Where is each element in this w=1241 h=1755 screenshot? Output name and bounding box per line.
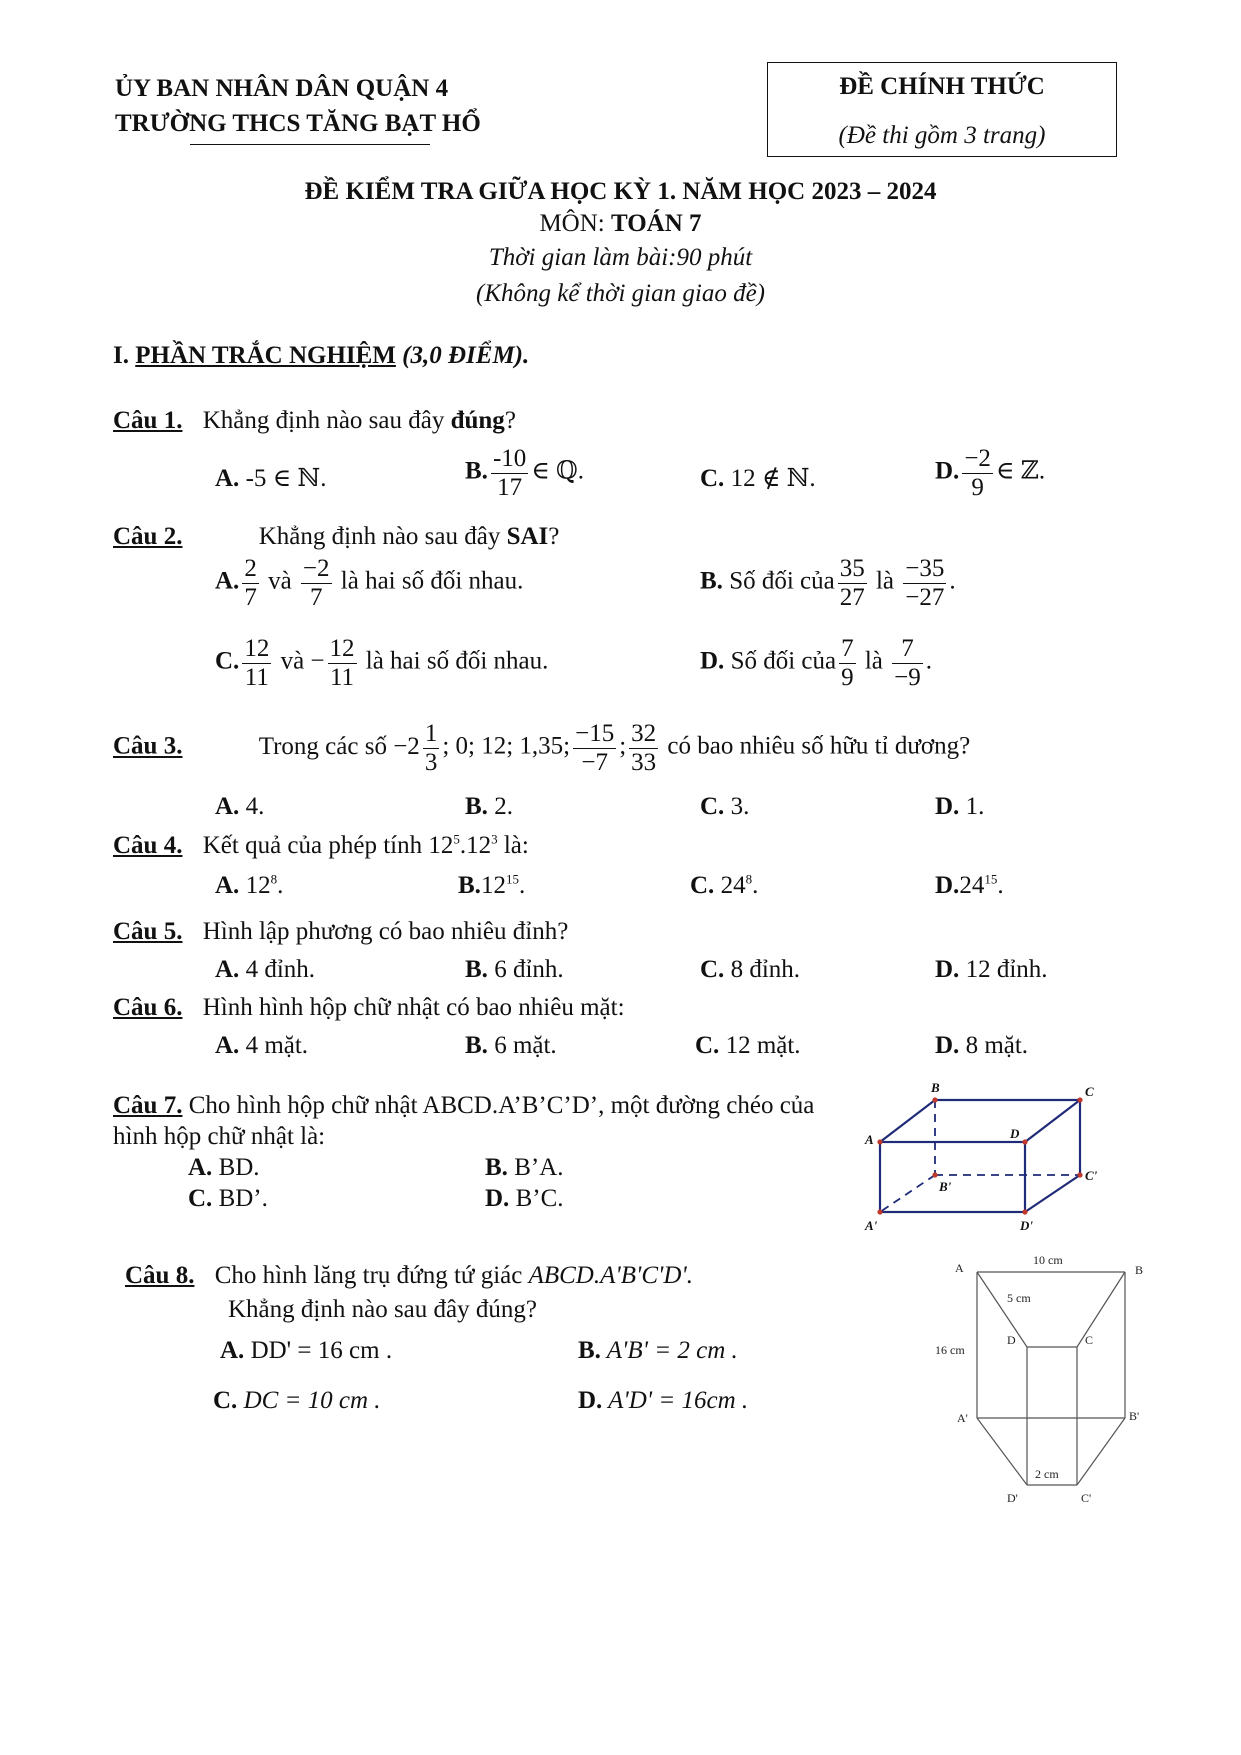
label-a1: A' [957, 1411, 968, 1425]
q4-option-c: C. $24^8$. [690, 871, 759, 899]
label-height: 16 cm [935, 1343, 965, 1357]
hidden-edge-b1a1 [880, 1175, 935, 1212]
page-count-note: (Đề thi gồm 3 trang) [838, 122, 1046, 149]
edge-ba [880, 1100, 935, 1142]
question-5: Câu 5. Hình lập phương có bao nhiêu đỉnh? [113, 918, 569, 945]
label-c1: C' [1081, 1491, 1092, 1505]
label-top-length: 10 cm [1033, 1253, 1063, 1267]
q3-option-c: C. 3. [700, 793, 750, 820]
q4-option-d: $D.24^{15}$. [935, 871, 1004, 899]
vertex-a1 [877, 1209, 882, 1214]
question-label: Câu 2. [113, 523, 183, 550]
header-underline [190, 144, 430, 145]
question-7-line2: hình hộp chữ nhật là: [113, 1123, 326, 1150]
q5-option-a: A. 4 đỉnh. [215, 956, 316, 983]
q4-option-a: A. $12^8$. [215, 871, 284, 899]
edge-cd [1025, 1100, 1080, 1142]
question-2: Câu 2. Khẳng định nào sau đây SAI? [113, 523, 560, 550]
q4-option-b: $B.12^{15}$. [458, 871, 526, 899]
q2-option-b: B. Số đối của $\frac{35}{27}$ là $\frac{-35}{-27}$ . [700, 555, 956, 611]
prism-figure [935, 1250, 1155, 1515]
q6-option-c: C. 12 mặt. [695, 1032, 801, 1059]
question-label: Câu 6. [113, 994, 183, 1021]
exam-subject: MÔN: TOÁN 7 [539, 210, 702, 237]
q8-option-d: D. A'D' = 16cm . [578, 1387, 749, 1414]
q2-option-c: C. $\frac{12}{11}$ và − $\frac{12}{11}$ là hai số đối nhau. [215, 635, 549, 691]
label-inner-length: 5 cm [1007, 1291, 1031, 1305]
vertex-d1 [1022, 1209, 1027, 1214]
q6-option-d: D. 8 mặt. [935, 1032, 1029, 1059]
q1-option-a: A. -5 ∈ ℕ. [215, 465, 327, 492]
q3-option-b: B. 2. [465, 793, 513, 820]
q7-option-b: B. B’A. [485, 1154, 564, 1181]
question-8-line2: Khẳng định nào sau đây đúng? [228, 1296, 537, 1323]
question-6: Câu 6. Hình hình hộp chữ nhật có bao nhiêu mặt: [113, 994, 625, 1021]
question-4: Câu 4. Kết quả của phép tính $12^5.12^3$ là: [113, 831, 529, 859]
question-1: Câu 1. Khẳng định nào sau đây đúng? [113, 407, 516, 434]
label-b: B [931, 1080, 940, 1095]
edge-d1c1 [1025, 1175, 1080, 1212]
q6-option-a: A. 4 mặt. [215, 1032, 309, 1059]
edge-ad [977, 1272, 1027, 1347]
front-face [880, 1142, 1025, 1212]
cuboid-figure [855, 1080, 1115, 1245]
q2-option-d: D. Số đối của $\frac{7}{9}$ là $\frac{7}{-9}$ . [700, 635, 933, 691]
q7-option-c: C. BD’. [188, 1185, 268, 1212]
label-a1: A' [865, 1218, 878, 1233]
vertex-b [932, 1097, 937, 1102]
q8-option-b: B. A'B' = 2 cm . [578, 1337, 738, 1364]
vertex-d [1022, 1139, 1027, 1144]
question-3: Câu 3. Trong các số −2 $\frac{1}{3}$ ; 0; 12; 1,35; $\frac{-15}{-7}$ ; $\frac{32}{33}$ có bao nhiêu số hữu tỉ dương? [113, 720, 971, 776]
vertex-c1 [1077, 1172, 1082, 1177]
label-a: A [955, 1261, 964, 1275]
section-heading: I. PHẦN TRẮC NGHIỆM (3,0 ĐIỂM). [113, 342, 530, 369]
vertex-b1 [932, 1172, 937, 1177]
q7-option-d: D. B’C. [485, 1185, 564, 1212]
edge-a1d1 [977, 1418, 1027, 1485]
q1-option-d: D. $\frac{-2}{9}$ ∈ ℤ. [935, 445, 1046, 501]
q3-option-a: A. 4. [215, 793, 265, 820]
q5-option-b: B. 6 đỉnh. [465, 956, 564, 983]
q3-option-d: D. 1. [935, 793, 985, 820]
label-b1: B' [1129, 1409, 1140, 1423]
label-d1: D' [1020, 1218, 1033, 1233]
label-d1: D' [1007, 1491, 1018, 1505]
exam-time-note: (Không kể thời gian giao đề) [476, 280, 765, 307]
question-label: Câu 7. [113, 1092, 183, 1119]
question-label: Câu 8. [125, 1262, 195, 1289]
question-label: Câu 4. [113, 832, 183, 859]
q1-option-c: C. 12 ∉ ℕ. [700, 465, 816, 492]
question-label: Câu 1. [113, 407, 183, 434]
q7-option-a: A. BD. [188, 1154, 260, 1181]
label-d: D [1007, 1333, 1016, 1347]
label-c: C [1085, 1333, 1094, 1347]
exam-time: Thời gian làm bài:90 phút [488, 244, 753, 271]
label-c1: C' [1085, 1168, 1098, 1183]
q8-option-a: A. DD' = 16 cm . [220, 1337, 393, 1364]
q5-option-c: C. 8 đỉnh. [700, 956, 801, 983]
q6-option-b: B. 6 mặt. [465, 1032, 557, 1059]
q2-option-a: A. $\frac{2}{7}$ và $\frac{-2}{7}$ là hai số đối nhau. [215, 555, 524, 611]
label-a: A [865, 1132, 874, 1147]
question-8: Câu 8. Cho hình lăng trụ đứng tứ giác ABCD.A'B'C'D'. [125, 1262, 694, 1289]
label-c: C [1085, 1084, 1094, 1099]
official-label: ĐỀ CHÍNH THỨC [839, 73, 1045, 100]
vertex-c [1077, 1097, 1082, 1102]
label-b: B [1135, 1263, 1144, 1277]
edge-b1c1 [1077, 1418, 1125, 1485]
question-7: Câu 7. Cho hình hộp chữ nhật ABCD.A’B’C’D’, một đường chéo của [113, 1092, 815, 1119]
q8-option-c: C. DC = 10 cm . [213, 1387, 381, 1414]
authority-name: ỦY BAN NHÂN DÂN QUẬN 4 [115, 75, 449, 102]
question-label: Câu 3. [113, 732, 183, 760]
question-label: Câu 5. [113, 918, 183, 945]
q5-option-d: D. 12 đỉnh. [935, 956, 1048, 983]
vertex-a [877, 1139, 882, 1144]
label-b1: B' [939, 1179, 952, 1194]
q1-option-b: B. $\frac{-10}{17}$ ∈ ℚ. [465, 445, 585, 501]
label-bottom-length: 2 cm [1035, 1467, 1059, 1481]
label-d: D [1010, 1126, 1020, 1141]
school-name: TRƯỜNG THCS TĂNG BẠT HỔ [115, 110, 481, 137]
exam-title: ĐỀ KIỂM TRA GIỮA HỌC KỲ 1. NĂM HỌC 2023 – 2024 [304, 178, 937, 205]
